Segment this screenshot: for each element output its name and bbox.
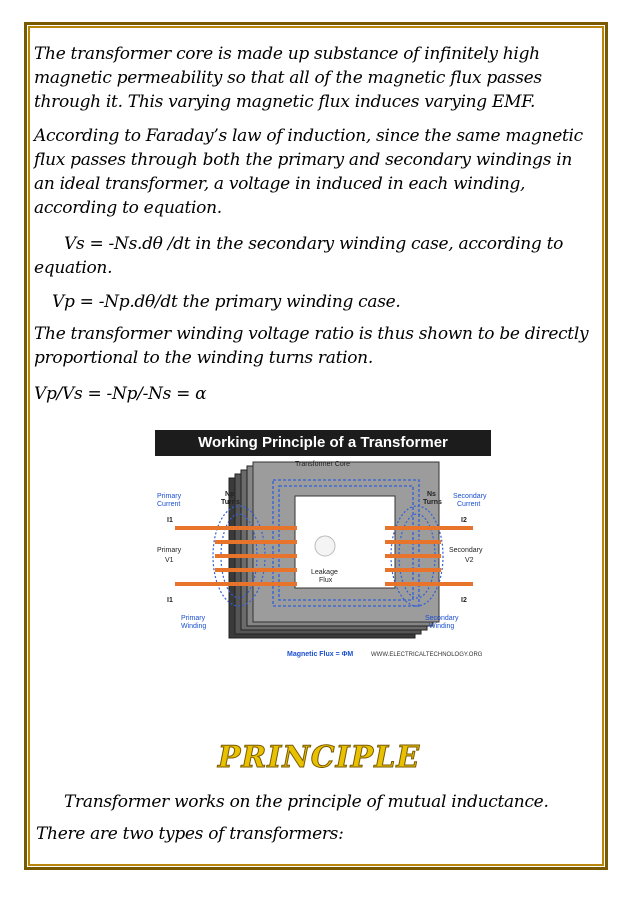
transformer-illustration bbox=[155, 456, 491, 664]
label-primary-winding: Primary bbox=[181, 615, 206, 622]
equation-secondary: Vs = -Ns.dθ /dt in the secondary winding case, according to equation. bbox=[34, 234, 564, 278]
equation-primary: Vp = -Np.dθ/dt the primary winding case. bbox=[52, 292, 401, 312]
label-ns-turns: Turns bbox=[423, 499, 442, 506]
label-primary-winding-2: Winding bbox=[181, 623, 207, 630]
label-leakage: Leakage bbox=[311, 569, 338, 576]
label-primary: Primary bbox=[157, 547, 182, 554]
label-secondary-current-2: Current bbox=[457, 501, 481, 508]
label-np: Np bbox=[225, 491, 235, 498]
label-core: Transformer Core bbox=[295, 461, 350, 468]
label-ns: Ns bbox=[427, 491, 436, 498]
label-np-turns: Turns bbox=[221, 499, 240, 506]
label-secondary-current: Secondary bbox=[453, 493, 487, 500]
label-secondary-winding-2: Winding bbox=[429, 623, 455, 630]
label-v1: V1 bbox=[165, 557, 174, 564]
paragraph-ratio: The transformer winding voltage ratio is thus shown to be directly proportional to the winding turns ration. bbox=[34, 324, 589, 368]
figure-title: Working Principle of a Transformer bbox=[155, 430, 491, 456]
paragraph-faraday: According to Faraday’s law of induction, since the same magnetic flux passes through both the primary and secondary windings in an ideal transformer, a voltage in induced in each winding, according to equation. bbox=[34, 126, 583, 218]
label-i2-bottom: I2 bbox=[461, 597, 467, 604]
label-i1-top: I1 bbox=[167, 517, 173, 524]
label-primary-current-2: Current bbox=[157, 501, 181, 508]
paragraph-types: There are two types of transformers: bbox=[36, 824, 344, 844]
label-secondary-winding: Secondary bbox=[425, 615, 459, 622]
watermark-text: WWW.ELECTRICALTECHNOLOGY.ORG bbox=[371, 652, 483, 658]
label-i1-bottom: I1 bbox=[167, 597, 173, 604]
paragraph-core: The transformer core is made up substance of infinitely high magnetic permeability so that all of the magnetic flux passes through it. This varying magnetic flux induces varying EMF. bbox=[34, 44, 542, 112]
equation-ratio: Vp/Vs = -Np/-Ns = α bbox=[34, 384, 207, 404]
label-v2: V2 bbox=[465, 557, 474, 564]
heading-principle: PRINCIPLE bbox=[217, 740, 421, 775]
label-i2-top: I2 bbox=[461, 517, 467, 524]
label-magnetic-flux: Magnetic Flux = ΦM bbox=[287, 651, 354, 658]
label-flux: Flux bbox=[319, 577, 333, 584]
paragraph-mutual-inductance: Transformer works on the principle of mutual inductance. bbox=[64, 792, 549, 812]
label-secondary: Secondary bbox=[449, 547, 483, 554]
transformer-diagram bbox=[155, 430, 491, 664]
label-primary-current: Primary bbox=[157, 493, 182, 500]
lightbulb-icon bbox=[315, 536, 335, 556]
